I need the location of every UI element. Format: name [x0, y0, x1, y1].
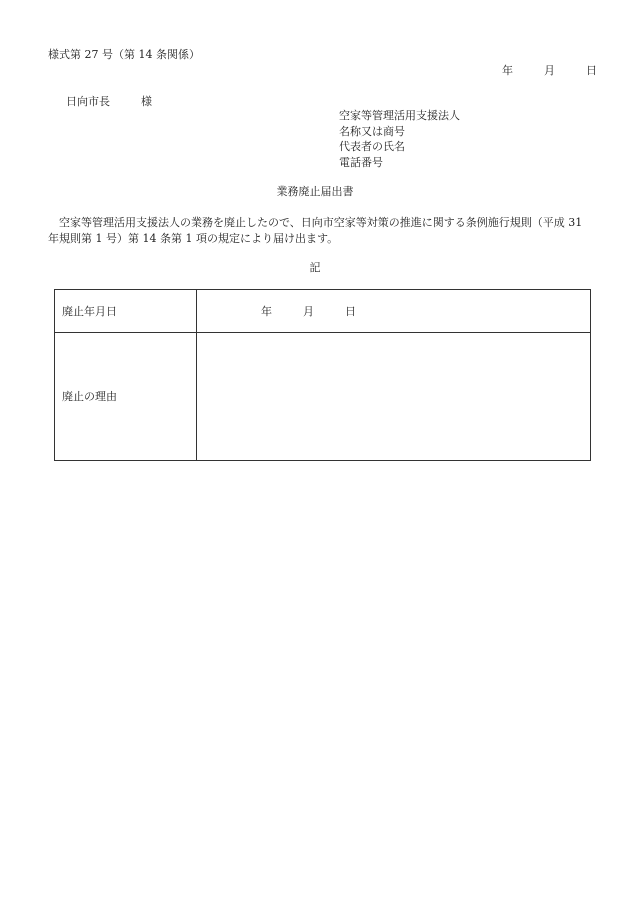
submission-date	[502, 65, 597, 76]
applicant-org-type: 空家等管理活用支援法人	[339, 109, 460, 122]
applicant-name-label: 名称又は商号	[339, 124, 405, 138]
addressee	[66, 96, 152, 107]
abolition-date-label: 廃止年月日	[55, 290, 197, 333]
date-month-label: 月	[544, 64, 555, 77]
table-row	[55, 290, 591, 333]
abolition-reason-label: 廃止の理由	[55, 333, 197, 461]
abolition-day-label: 日	[345, 304, 356, 318]
table-row	[55, 333, 591, 461]
details-table	[54, 289, 591, 461]
applicant-phone-label: 電話番号	[339, 155, 383, 169]
date-day-label: 日	[586, 64, 597, 77]
abolition-reason-field[interactable]	[197, 333, 591, 461]
document-body: 空家等管理活用支援法人の業務を廃止したので、日向市空家等対策の推進に関する条例施行規則（平成 31 年規則第 1 号）第 14 条第 1 項の規定により届け出ます。	[48, 216, 583, 245]
applicant-representative-label: 代表者の氏名	[339, 140, 405, 153]
addressee-honorific: 様	[141, 95, 152, 108]
abolition-year-label: 年	[261, 304, 272, 318]
addressee-name: 日向市長	[66, 95, 110, 108]
document-title: 業務廃止届出書	[276, 185, 354, 198]
date-year-label: 年	[502, 64, 513, 77]
abolition-date-field[interactable]	[197, 290, 591, 333]
applicant-block	[339, 110, 460, 172]
abolition-month-label: 月	[303, 304, 314, 318]
form-number: 様式第 27 号（第 14 条関係）	[48, 48, 200, 61]
ki-heading: 記	[309, 261, 321, 274]
